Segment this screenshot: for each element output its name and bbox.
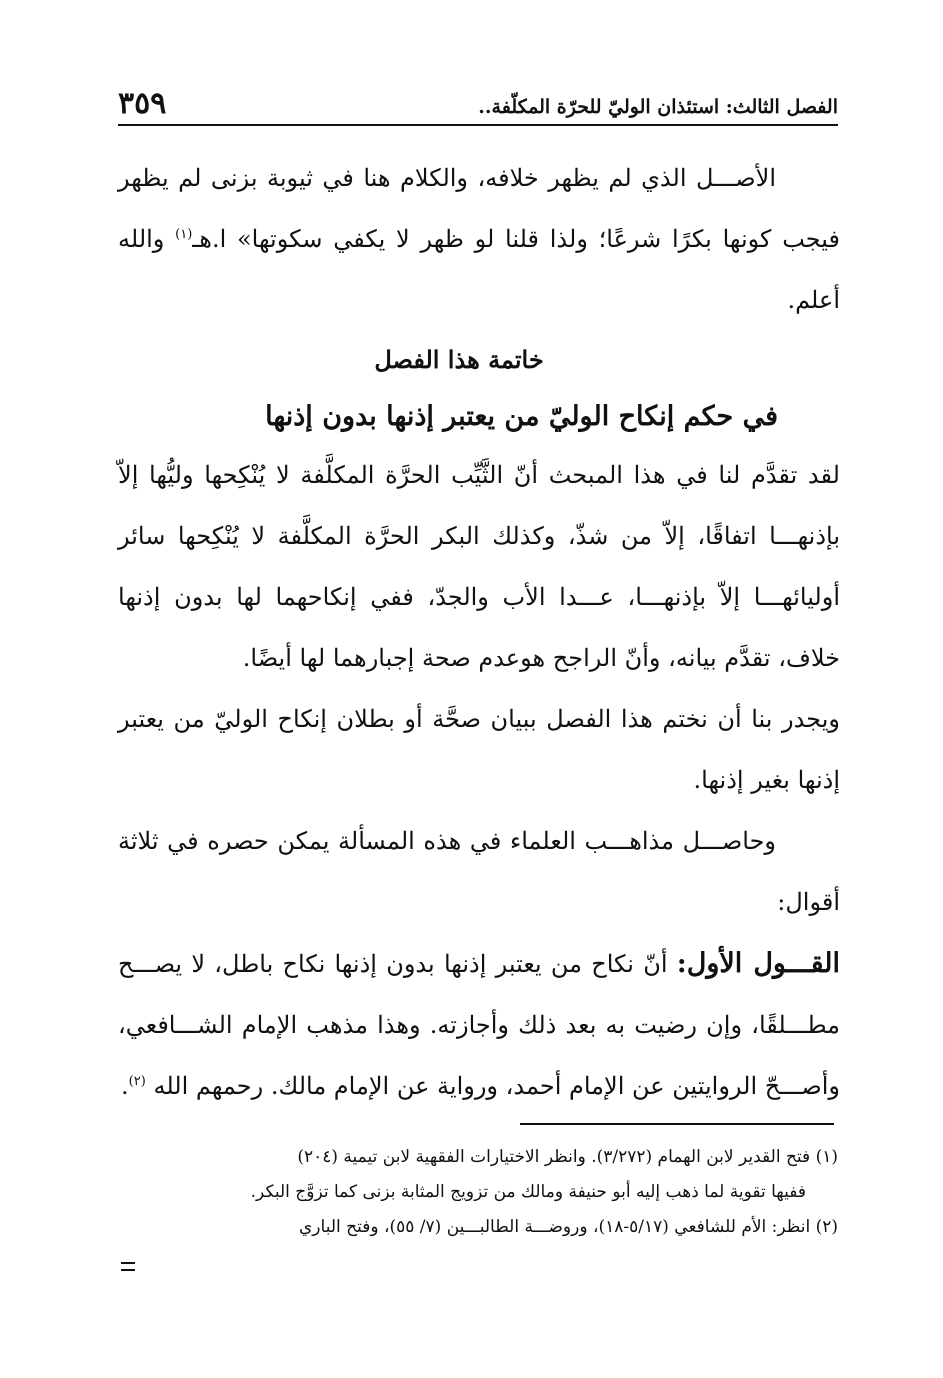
first-opinion-label: القـــول الأول: xyxy=(676,948,840,979)
paragraph-3: ويجدر بنا أن نختم هذا الفصل ببيان صحَّة أو بطلان إنكاح الوليّ من يعتبر إذنها بغير إذنها. xyxy=(118,705,840,794)
main-text xyxy=(118,148,840,1117)
paragraph-1-end: والله أعلم. xyxy=(118,225,840,314)
header-rule xyxy=(118,124,838,126)
section-subheading: في حكم إنكاح الوليّ من يعتبر إذنها بدون إذنها xyxy=(265,401,778,432)
paragraph-5-text: أنّ نكاح من يعتبر إذنها بدون إذنها نكاح باطل، لا يصـــح مطـــلقًا، وإن رضيت به بعد ذلك وأجازته. وهذا مذهب الإمام الشـــافعي، وأصـــحّ الروايتين عن الإمام أحمد، ورواية عن الإمام مالك. رحمهم الله xyxy=(118,950,840,1100)
paragraph-1 xyxy=(118,148,840,331)
footnote-1-line-1: (١) فتح القدير لابن الهمام (٣/٢٧٢). وانظر الاختيارات الفقهية لابن تيمية (٢٠٤) xyxy=(297,1147,838,1167)
paragraph-4: وحاصـــل مذاهـــب العلماء في هذه المسألة يمكن حصره في ثلاثة أقوال: xyxy=(118,827,840,916)
footnote-ref-1: (١) xyxy=(175,227,193,242)
footnote-separator xyxy=(520,1123,834,1125)
running-title: الفصل الثالث: استئذان الوليّ للحرّة المكلّفة.. xyxy=(478,96,838,118)
footnote-ref-2: (٢) xyxy=(128,1074,146,1089)
continuation-mark xyxy=(121,1262,135,1271)
paragraph-5 xyxy=(118,933,840,1117)
paragraph-1-text: الأصـــل الذي لم يظهر خلافه، والكلام هنا في ثيوبة بزنى لم يظهر فيجب كونها بكرًا شرعًا؛ ولذا قلنا لو ظهر لا يكفي سكوتها» ا.هـ xyxy=(118,164,840,253)
paragraph-2: لقد تقدَّم لنا في هذا المبحث أنّ الثَّيِّب الحرَّة المكلَّفة لا يُنْكِحها وليُّها إلاّ بإذنهـــا اتفاقًا، إلاّ من شذّ، وكذلك البكر الحرَّة المكلَّفة لا يُنْكِحها سائر أوليائهـــا إلاّ بإذنهـــا، عـــدا الأب والجدّ، ففي إنكاحهما لها بدون إذنها خلاف، تقدَّم بيانه، وأنّ الراجح هوعدم صحة إجبارهما لها أيضًا. xyxy=(118,461,840,672)
paragraph-5-end: . xyxy=(121,1072,129,1100)
footnotes xyxy=(128,1140,838,1245)
section-heading: خاتمة هذا الفصل xyxy=(374,345,544,374)
page-header xyxy=(118,82,838,122)
page-number: ٣٥٩ xyxy=(118,86,167,121)
footnote-2-line-1: (٢) انظر: الأم للشافعي (٥/١٧-١٨)، وروضـــة الطالبـــين (٧/ ٥٥)، وفتح الباري xyxy=(299,1217,838,1237)
footnote-1-line-2: ففيها تقوية لما ذهب إليه أبو حنيفة ومالك من تزويج المثابة بزنى كما تزوَّج البكر. xyxy=(250,1182,806,1202)
